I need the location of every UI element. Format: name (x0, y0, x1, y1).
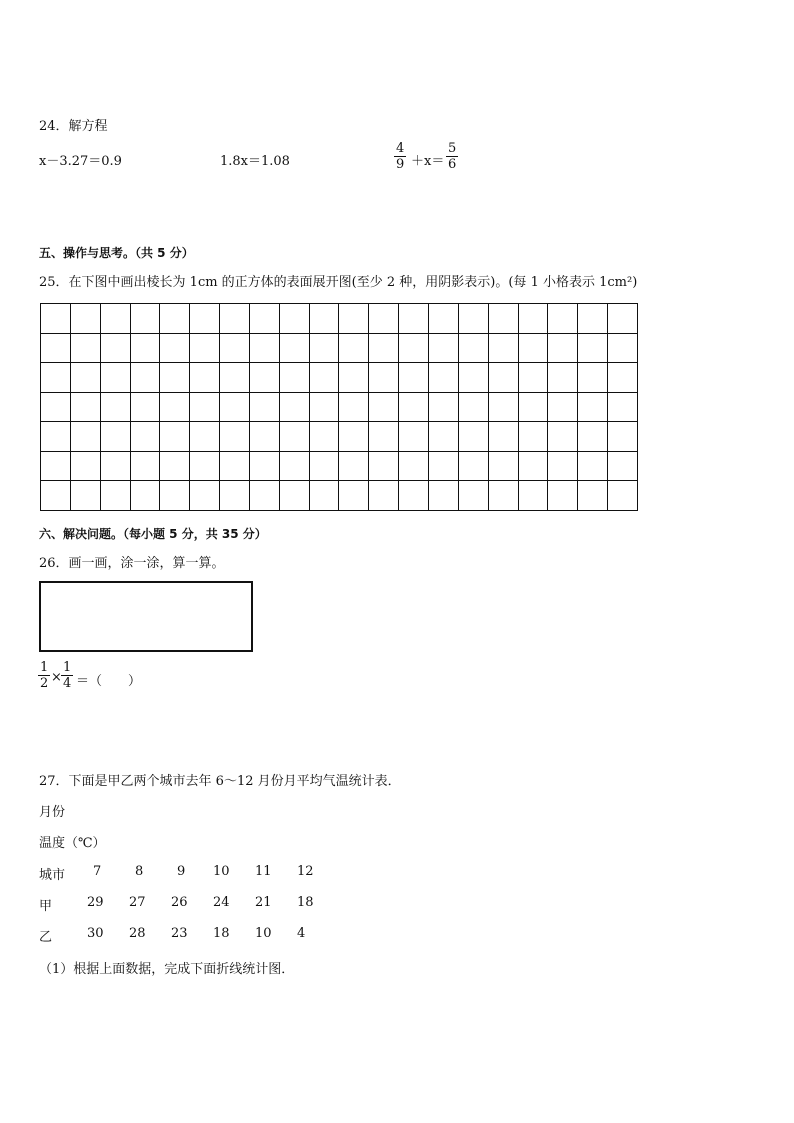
grid-cell (548, 363, 578, 393)
grid-cell (279, 304, 309, 334)
grid-cell (130, 304, 160, 334)
grid-cell (518, 422, 548, 452)
grid-cell (608, 363, 638, 393)
grid-cell (41, 451, 71, 481)
grid-cell (279, 392, 309, 422)
grid-cell (369, 392, 399, 422)
grid-cell (249, 363, 279, 393)
table-cell: 23 (171, 926, 188, 941)
grid-cell (488, 363, 518, 393)
grid-cell (458, 422, 488, 452)
grid-cell (518, 451, 548, 481)
fraction-denominator: 9 (396, 157, 405, 172)
grid-cell (339, 451, 369, 481)
grid-cell (518, 481, 548, 511)
fraction-numerator: 5 (448, 141, 457, 156)
grid-cell (220, 304, 250, 334)
grid-cell (309, 304, 339, 334)
grid-cell (578, 392, 608, 422)
times-sign: × (51, 670, 62, 685)
grid-cell (578, 304, 608, 334)
equation-3-fraction-5-6 (446, 141, 458, 172)
fraction-denominator: 6 (448, 157, 457, 172)
grid-cell (458, 451, 488, 481)
grid-cell (548, 451, 578, 481)
grid-cell (488, 392, 518, 422)
table-cell: 8 (135, 864, 144, 879)
grid-cell (458, 392, 488, 422)
grid-cell (160, 451, 190, 481)
q27-subquestion-1: （1）根据上面数据，完成下面折线统计图． (39, 962, 295, 977)
grid-cell (578, 363, 608, 393)
drawing-rectangle (39, 581, 253, 652)
grid-cell (190, 333, 220, 363)
grid-cell (41, 422, 71, 452)
grid-cell (190, 451, 220, 481)
grid-cell (488, 333, 518, 363)
table-cell: 11 (255, 864, 272, 879)
grid-cell (130, 451, 160, 481)
grid-cell (160, 481, 190, 511)
grid-cell (578, 451, 608, 481)
table-cell: 乙 (39, 930, 53, 945)
square-grid (40, 303, 638, 511)
grid-cell (70, 363, 100, 393)
grid-cell (100, 304, 130, 334)
grid-cell (399, 481, 429, 511)
grid-cell (249, 333, 279, 363)
grid-cell (190, 392, 220, 422)
table-cell: 4 (297, 926, 306, 941)
grid-cell (160, 392, 190, 422)
grid-cell (100, 481, 130, 511)
grid-cell (41, 304, 71, 334)
grid-cell (220, 481, 250, 511)
q24-title: 24．解方程 (39, 119, 108, 134)
grid-cell (369, 481, 399, 511)
q26-text: 26．画一画，涂一涂，算一算。 (39, 556, 225, 571)
grid-cell (399, 392, 429, 422)
grid-cell (369, 333, 399, 363)
grid-cell (458, 481, 488, 511)
grid-cell (458, 363, 488, 393)
grid-cell (220, 451, 250, 481)
grid-cell (399, 451, 429, 481)
grid-cell (70, 481, 100, 511)
grid-cell (369, 363, 399, 393)
table-cell: 29 (87, 895, 104, 910)
grid-row (41, 363, 638, 393)
grid-cell (279, 363, 309, 393)
table-cell: 10 (255, 926, 272, 941)
grid-cell (160, 333, 190, 363)
grid-cell (130, 333, 160, 363)
grid-cell (41, 392, 71, 422)
table-cell: 9 (177, 864, 186, 879)
grid-cell (100, 363, 130, 393)
grid-cell (428, 451, 458, 481)
grid-cell (369, 451, 399, 481)
table-cell: 30 (87, 926, 104, 941)
grid-cell (518, 363, 548, 393)
table-cell: 21 (255, 895, 272, 910)
grid-cell (309, 363, 339, 393)
grid-cell (309, 481, 339, 511)
fraction-denominator: 4 (63, 676, 72, 691)
section-5-title: 五、操作与思考。（共 5 分） (39, 246, 194, 260)
grid-cell (488, 304, 518, 334)
grid-cell (428, 304, 458, 334)
grid-cell (458, 304, 488, 334)
grid-cell (339, 304, 369, 334)
grid-cell (130, 422, 160, 452)
grid-cell (518, 333, 548, 363)
table-cell: 28 (129, 926, 146, 941)
grid-cell (160, 422, 190, 452)
grid-cell (458, 333, 488, 363)
grid-cell (339, 333, 369, 363)
grid-cell (160, 363, 190, 393)
grid-cell (428, 422, 458, 452)
grid-cell (339, 363, 369, 393)
grid-cell (608, 333, 638, 363)
grid-cell (190, 363, 220, 393)
grid-cell (70, 451, 100, 481)
table-cell: 26 (171, 895, 188, 910)
grid-cell (428, 363, 458, 393)
equation-1: x－3.27＝0.9 (39, 154, 122, 169)
section-6-title: 六、解决问题。（每小题 5 分，共 35 分） (39, 527, 267, 541)
grid-cell (488, 481, 518, 511)
grid-cell (548, 392, 578, 422)
grid-cell (100, 422, 130, 452)
grid-cell (518, 304, 548, 334)
grid-cell (608, 481, 638, 511)
grid-row (41, 333, 638, 363)
grid-cell (70, 392, 100, 422)
fraction-numerator: 1 (63, 660, 72, 675)
grid-cell (428, 392, 458, 422)
grid-cell (399, 333, 429, 363)
grid-cell (428, 481, 458, 511)
fraction-numerator: 1 (40, 660, 49, 675)
equation-3-middle: ＋x＝ (411, 154, 445, 169)
grid-cell (190, 422, 220, 452)
grid-cell (548, 481, 578, 511)
grid-cell (339, 392, 369, 422)
grid-cell (100, 451, 130, 481)
grid-cell (488, 451, 518, 481)
grid-cell (249, 304, 279, 334)
grid-cell (369, 422, 399, 452)
grid-cell (190, 304, 220, 334)
fraction-numerator: 4 (396, 141, 405, 156)
grid-cell (399, 363, 429, 393)
grid-cell (548, 304, 578, 334)
grid-cell (249, 422, 279, 452)
answer-blank: ＝（ ） (76, 674, 142, 689)
fraction-denominator: 2 (40, 676, 49, 691)
grid-cell (578, 422, 608, 452)
equation-3-fraction-4-9 (394, 141, 406, 172)
grid-cell (578, 481, 608, 511)
grid-cell (279, 481, 309, 511)
grid-cell (608, 451, 638, 481)
grid-cell (190, 481, 220, 511)
grid-cell (130, 363, 160, 393)
grid-cell (339, 422, 369, 452)
table-cell: 12 (297, 864, 314, 879)
grid-cell (578, 333, 608, 363)
grid-cell (130, 392, 160, 422)
grid-cell (100, 392, 130, 422)
grid-row (41, 422, 638, 452)
grid-cell (279, 451, 309, 481)
grid-cell (548, 333, 578, 363)
grid-cell (220, 333, 250, 363)
grid-cell (399, 422, 429, 452)
grid-cell (220, 422, 250, 452)
grid-cell (279, 333, 309, 363)
table-cell: 甲 (39, 899, 53, 914)
grid-cell (220, 363, 250, 393)
grid-cell (279, 422, 309, 452)
grid-cell (249, 481, 279, 511)
q25-text: 25．在下图中画出棱长为 1cm 的正方体的表面展开图(至少 2 种，用阴影表示)。(每 1 小格表示 1cm²) (39, 275, 638, 290)
grid-cell (70, 422, 100, 452)
row-label-month: 月份 (39, 805, 66, 820)
grid-cell (249, 451, 279, 481)
grid-cell (309, 333, 339, 363)
grid-cell (41, 333, 71, 363)
grid-row (41, 481, 638, 511)
grid-cell (41, 363, 71, 393)
grid-cell (70, 304, 100, 334)
table-cell: 18 (213, 926, 230, 941)
q27-text: 27．下面是甲乙两个城市去年 6～12 月份月平均气温统计表． (39, 774, 401, 789)
row-label-temperature: 温度（℃） (39, 836, 106, 851)
grid-cell (339, 481, 369, 511)
table-cell: 24 (213, 895, 230, 910)
grid-cell (309, 392, 339, 422)
grid-cell (428, 333, 458, 363)
grid-cell (518, 392, 548, 422)
grid-row (41, 451, 638, 481)
grid-cell (488, 422, 518, 452)
table-cell: 7 (93, 864, 102, 879)
grid-cell (608, 392, 638, 422)
grid-cell (608, 304, 638, 334)
grid-cell (369, 304, 399, 334)
grid-row (41, 392, 638, 422)
table-cell: 18 (297, 895, 314, 910)
table-cell: 27 (129, 895, 146, 910)
grid-cell (160, 304, 190, 334)
grid-cell (100, 333, 130, 363)
table-cell: 10 (213, 864, 230, 879)
grid-cell (249, 392, 279, 422)
grid-cell (399, 304, 429, 334)
grid-cell (608, 422, 638, 452)
grid-cell (309, 422, 339, 452)
equation-2: 1.8x＝1.08 (220, 154, 290, 169)
grid-cell (548, 422, 578, 452)
table-cell: 城市 (39, 868, 66, 883)
grid-cell (70, 333, 100, 363)
q26-fraction-1-4 (61, 660, 73, 691)
grid-row (41, 304, 638, 334)
q26-fraction-1-2 (38, 660, 50, 691)
grid-cell (130, 481, 160, 511)
grid-cell (220, 392, 250, 422)
grid-cell (41, 481, 71, 511)
grid-cell (309, 451, 339, 481)
